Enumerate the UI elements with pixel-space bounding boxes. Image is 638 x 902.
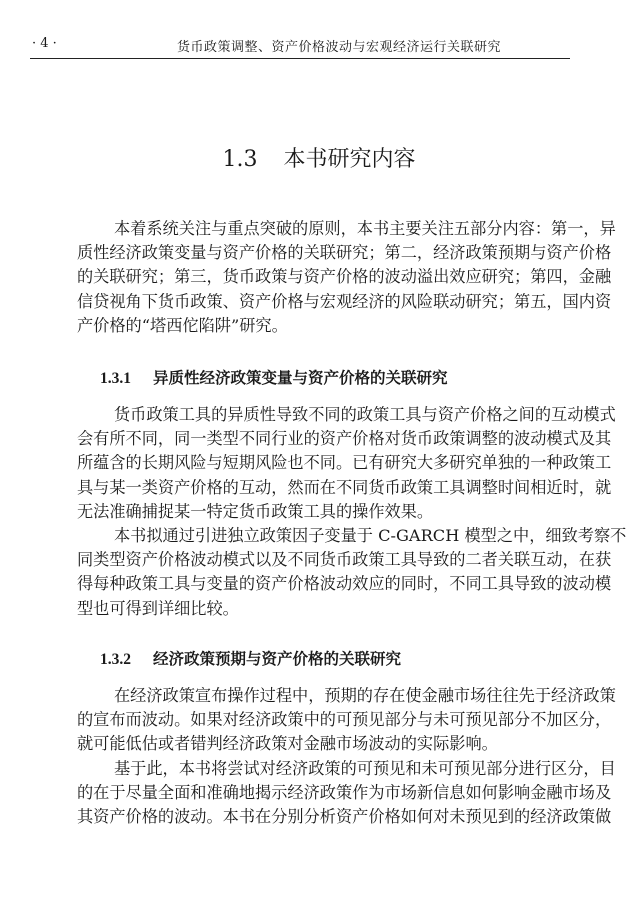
text-line: 的宣布而波动。如果对经济政策中的可预见部分与未可预见部分不加区分， bbox=[77, 710, 612, 730]
subsection-number: 1.3.1 bbox=[100, 370, 131, 387]
section-title bbox=[0, 142, 638, 173]
header-rule bbox=[30, 58, 570, 59]
subsection-title: 经济政策预期与资产价格的关联研究 bbox=[153, 650, 402, 668]
subsection-heading-1-3-1 bbox=[100, 366, 448, 388]
text-line: 会有所不同，同一类型不同行业的资产价格对货币政策调整的波动模式及其 bbox=[77, 429, 612, 449]
text-line: 本书拟通过引进独立政策因子变量于 C-GARCH 模型之中，细致考察不 bbox=[114, 526, 627, 545]
paragraph bbox=[77, 524, 627, 621]
text-line: 无法准确捕捉某一特定货币政策工具的操作效果。 bbox=[77, 501, 434, 521]
text-line: 所蕴含的长期风险与短期风险也不同。已有研究大多研究单独的一种政策工 bbox=[77, 453, 612, 473]
running-title: 货币政策调整、资产价格波动与宏观经济运行关联研究 bbox=[177, 40, 502, 55]
text-line: 具与某一类资产价格的互动，然而在不同货币政策工具调整时间相近时，就 bbox=[77, 477, 612, 497]
paragraph bbox=[77, 684, 616, 757]
text-line: 的在于尽量全面和准确地揭示经济政策作为市场新信息如何影响金融市场及 bbox=[77, 783, 612, 803]
paragraph bbox=[77, 757, 616, 830]
text-line: 其资产价格的波动。本书在分别分析资产价格如何对未预见到的经济政策做 bbox=[77, 807, 612, 827]
paragraph bbox=[77, 403, 616, 524]
subsection-number: 1.3.2 bbox=[100, 651, 131, 668]
text-line: 产价格的“塔西佗陷阱”研究。 bbox=[77, 315, 288, 335]
section-number: 1.3 bbox=[222, 147, 258, 172]
subsection-title: 异质性经济政策变量与资产价格的关联研究 bbox=[153, 369, 448, 387]
text-line: 本着系统关注与重点突破的原则，本书主要关注五部分内容：第一，异 bbox=[114, 219, 616, 238]
section-title-text: 本书研究内容 bbox=[283, 147, 416, 172]
intro-paragraph bbox=[77, 217, 616, 338]
text-line: 基于此，本书将尝试对经济政策的可预见和未可预见部分进行区分，目 bbox=[114, 759, 616, 778]
text-line: 信贷视角下货币政策、资产价格与宏观经济的风险联动研究；第五，国内资 bbox=[77, 291, 612, 311]
text-line: 的关联研究；第三，货币政策与资产价格的波动溢出效应研究；第四，金融 bbox=[77, 267, 612, 287]
text-line: 货币政策工具的异质性导致不同的政策工具与资产价格之间的互动模式 bbox=[114, 405, 616, 424]
text-line: 就可能低估或者错判经济政策对金融市场波动的实际影响。 bbox=[77, 734, 498, 754]
text-line: 型也可得到详细比较。 bbox=[77, 598, 239, 618]
text-line: 同类型资产价格波动模式以及不同货币政策工具导致的二者关联互动，在获 bbox=[77, 550, 612, 570]
text-line: 质性经济政策变量与资产价格的关联研究；第二，经济政策预期与资产价格 bbox=[77, 243, 612, 263]
text-line: 在经济政策宣布操作过程中，预期的存在使金融市场往往先于经济政策 bbox=[114, 686, 616, 705]
text-line: 得每种政策工具与变量的资产价格波动效应的同时，不同工具导致的波动模 bbox=[77, 574, 612, 594]
subsection-heading-1-3-2 bbox=[100, 647, 401, 669]
page-number: · 4 · bbox=[32, 36, 57, 51]
running-header bbox=[32, 36, 568, 56]
